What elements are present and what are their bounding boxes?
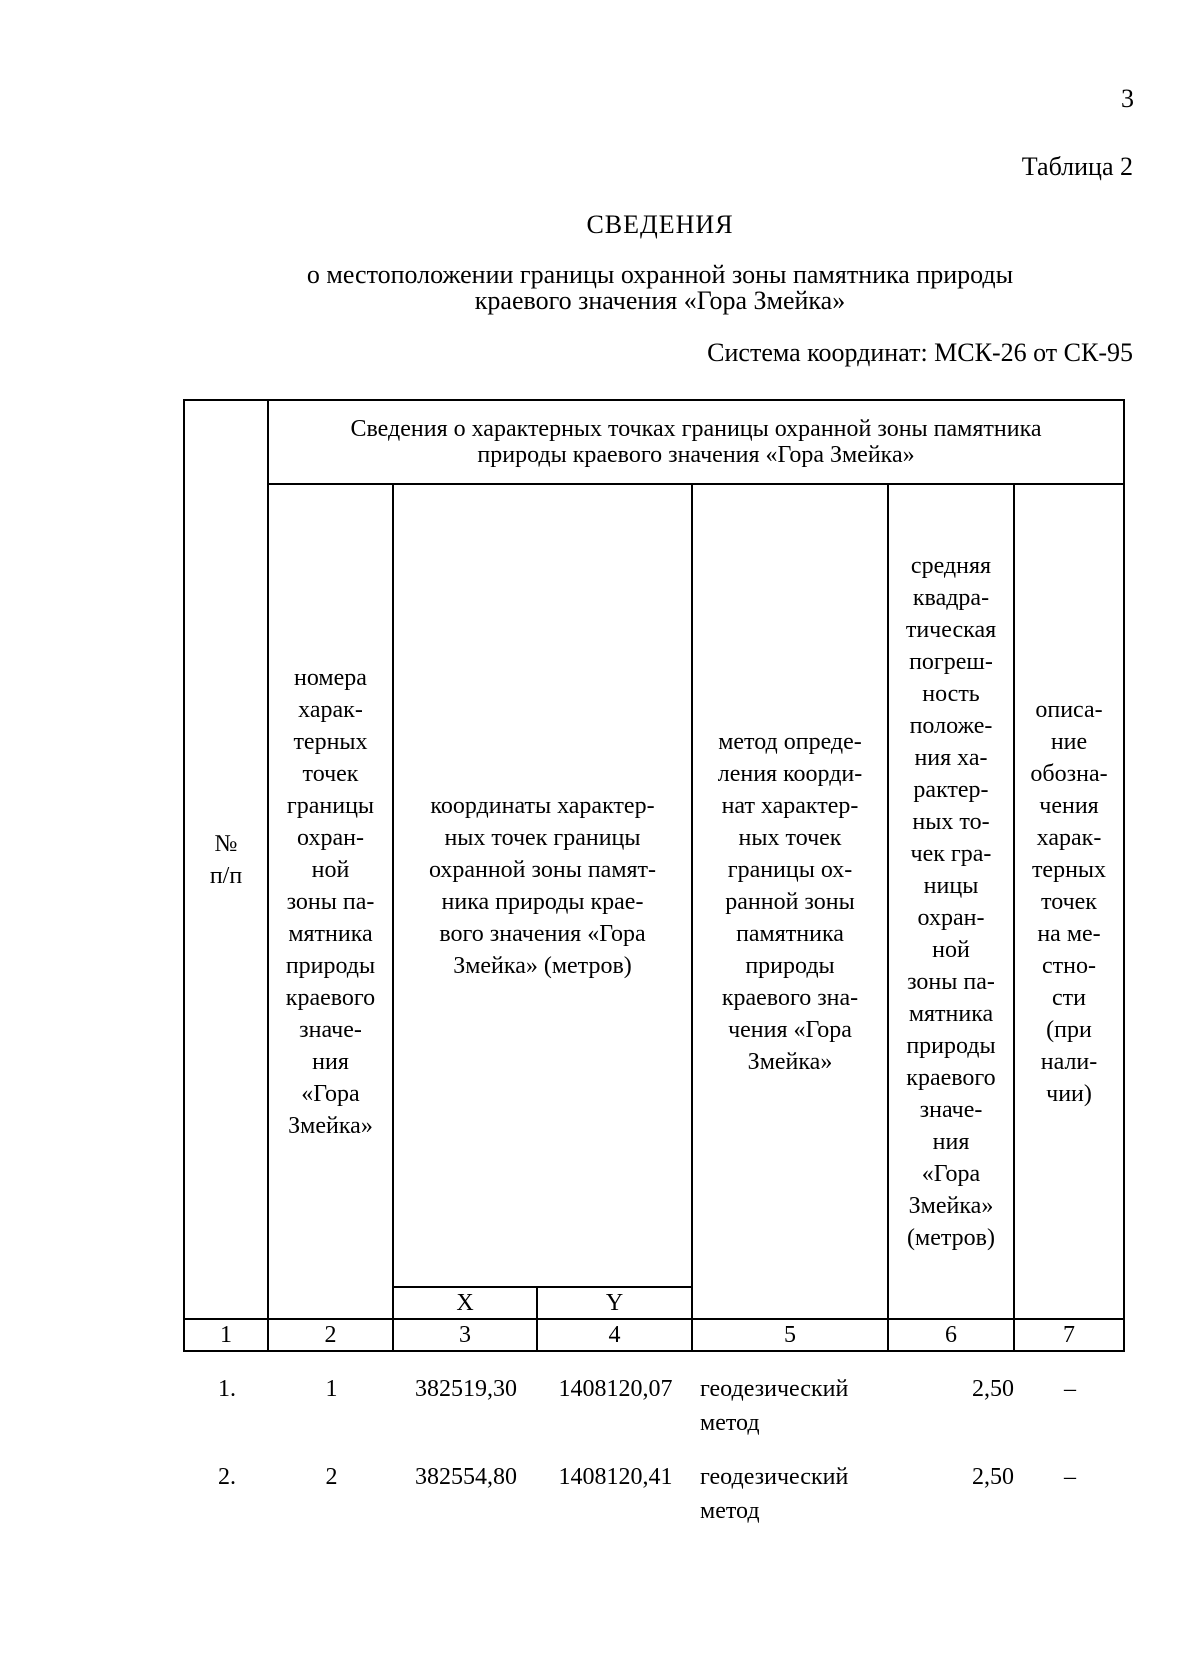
row-point-number: 2	[325, 1464, 338, 1490]
table-label: Таблица 2	[1021, 152, 1133, 181]
row-x-coordinate: 382554,80	[415, 1464, 517, 1490]
row-error: 2,50	[972, 1376, 1014, 1402]
row-y-coordinate: 1408120,41	[558, 1464, 673, 1490]
table-border-right	[1123, 399, 1125, 1352]
header-point-number: номера харак- терных точек границы охран- ной зоны па- мятника природы краевого значе- ния «Гора Змейка»	[285, 664, 376, 1139]
row-x-coordinate: 382519,30	[415, 1376, 517, 1402]
row-point-number: 1	[325, 1376, 338, 1402]
row-method: геодезический метод	[700, 1376, 849, 1436]
column-number-4: 4	[608, 1322, 621, 1348]
header-row-number: № п/п	[209, 830, 243, 889]
header-x: X	[456, 1290, 474, 1316]
row-description: –	[1064, 1376, 1076, 1402]
row-description: –	[1064, 1464, 1076, 1490]
group-header: Сведения о характерных точках границы охранной зоны памятника природы краевого значения «Гора Змейка»	[350, 416, 1042, 468]
boundary-points-table	[183, 399, 1125, 1353]
header-coordinates: координаты характер- ных точек границы охранной зоны памят- ника природы крае- вого значения «Гора Змейка» (метров)	[428, 792, 657, 979]
column-number-7: 7	[1063, 1322, 1075, 1348]
subtitle-line-1: о местоположении границы охранной зоны памятника природы	[306, 260, 1014, 289]
column-number-6: 6	[945, 1322, 957, 1348]
row-number: 1.	[218, 1376, 236, 1402]
coordinate-system: Система координат: МСК-26 от СК-95	[707, 338, 1133, 367]
column-number-3: 3	[459, 1322, 471, 1348]
row-y-coordinate: 1408120,07	[558, 1376, 673, 1402]
document-title: СВЕДЕНИЯ	[586, 210, 734, 239]
header-description: описа- ние обозна- чения харак- терных точек на ме- стно- сти (при нали- чии)	[1030, 696, 1108, 1107]
header-method: метод опреде- ления коорди- нат характер- ных точек границы ох- ранной зоны памятника природы краевого зна- чения «Гора Змейка»	[717, 728, 863, 1075]
row-method: геодезический метод	[700, 1464, 849, 1524]
column-number-2: 2	[324, 1322, 337, 1348]
row-number: 2.	[218, 1464, 236, 1490]
header-y: Y	[605, 1290, 624, 1316]
header-error: средняя квадра- тическая погреш- ность положе- ния ха- рактер- ных то- чек гра- ницы охран- ной зоны па- мятника природы краевого значе- ния «Гора Змейка» (метров)	[905, 552, 997, 1251]
subtitle-line-2: краевого значения «Гора Змейка»	[474, 286, 846, 315]
column-number-1: 1	[220, 1322, 232, 1348]
page-number: 3	[1121, 84, 1134, 113]
row-error: 2,50	[972, 1464, 1014, 1490]
document-subtitle	[0, 262, 1200, 314]
column-number-5: 5	[784, 1322, 796, 1348]
